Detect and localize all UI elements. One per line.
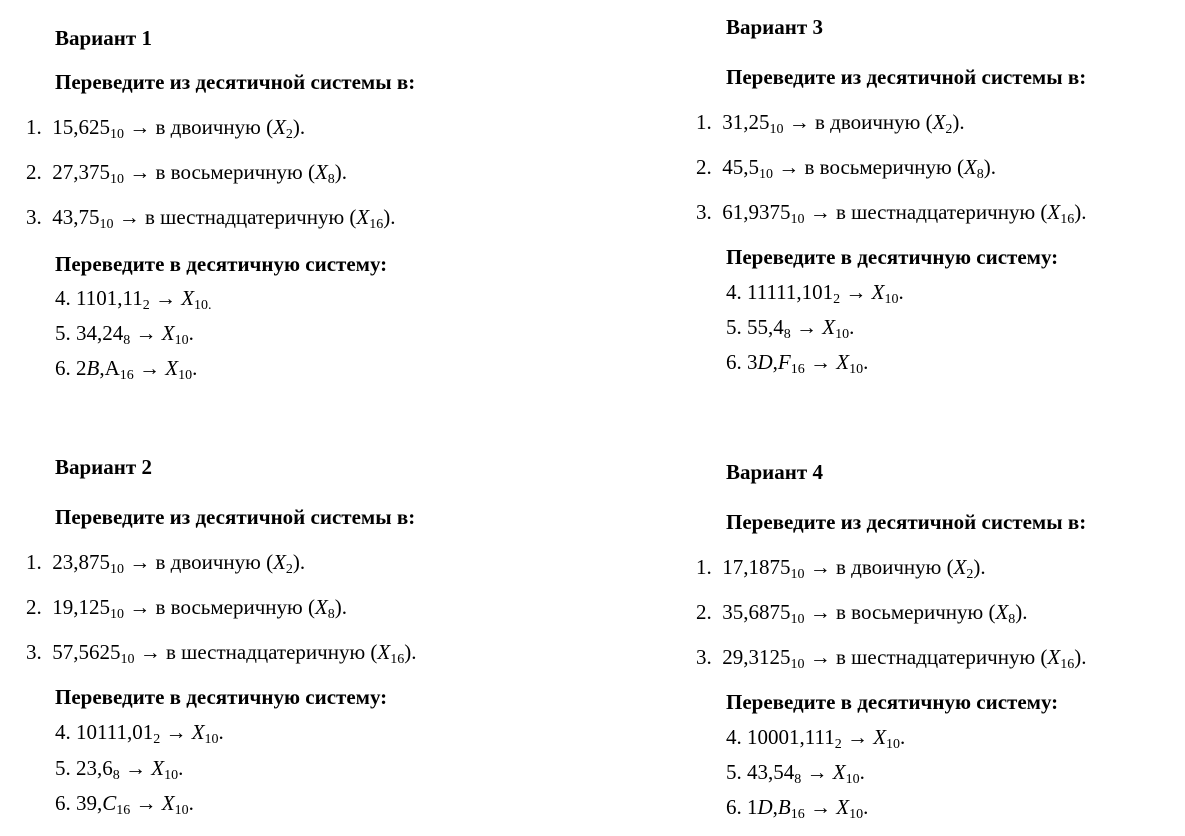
task-3: 3. $57,5625_{10} \to в$ шестнадцатеричную $(X_{16})$. bbox=[26, 640, 417, 667]
arrow-icon: → bbox=[809, 600, 831, 624]
variant-title: Вариант 3 bbox=[726, 15, 823, 39]
task-2: 2. $27,375_{10} \to в$ восьмеричную $(X_8)$. bbox=[26, 160, 348, 187]
arrow-icon: → bbox=[810, 350, 831, 374]
arrow-icon: → bbox=[129, 160, 151, 184]
task-6: 6. $39,C_{16} \to X_{10}$. bbox=[55, 791, 194, 818]
arrow-icon: → bbox=[809, 555, 831, 579]
task-3: 3. $61,9375_{10} \to в$ шестнадцатеричную $(X_{16})$. bbox=[696, 200, 1087, 227]
section-heading: Переведите в десятичную систему: bbox=[55, 685, 388, 709]
section-heading: Переведите из десятичной системы в: bbox=[55, 505, 416, 529]
variant-title: Вариант 2 bbox=[55, 455, 152, 479]
task-6: 6. $1D,B_{16} \to X_{10}$. bbox=[726, 795, 869, 822]
task-5: 5. $23,6_8 \to X_{10}$. bbox=[55, 756, 184, 783]
task-2: 2. $45,5_{10} \to в$ восьмеричную $(X_8)$. bbox=[696, 155, 997, 182]
section-heading: Переведите в десятичную систему: bbox=[726, 690, 1059, 714]
arrow-icon: → bbox=[154, 286, 176, 310]
task-4: 4. $11111,101_2 \to X_{10}$. bbox=[726, 280, 904, 307]
task-6: 6. $3D,F_{16} \to X_{10}$. bbox=[726, 350, 869, 377]
arrow-icon: → bbox=[845, 280, 867, 304]
arrow-icon: → bbox=[788, 110, 810, 134]
arrow-icon: → bbox=[129, 115, 151, 139]
task-1: 1. $31,25_{10} \to в$ двоичную $(X_2)$. bbox=[696, 110, 965, 137]
task-3: 3. $43,75_{10} \to в$ шестнадцатеричную $(X_{16})$. bbox=[26, 205, 396, 232]
task-5: 5. $43,54_8 \to X_{10}$. bbox=[726, 760, 865, 787]
arrow-icon: → bbox=[806, 760, 828, 784]
arrow-icon: → bbox=[796, 315, 817, 339]
arrow-icon: → bbox=[125, 756, 146, 780]
task-6: 6. $2B,A_{16} \to X_{10}$. bbox=[55, 356, 198, 383]
section-heading: Переведите из десятичной системы в: bbox=[55, 70, 416, 94]
arrow-icon: → bbox=[778, 155, 800, 179]
arrow-icon: → bbox=[809, 645, 831, 669]
section-heading: Переведите в десятичную систему: bbox=[55, 252, 388, 276]
task-2: 2. $19,125_{10} \to в$ восьмеричную $(X_8)$. bbox=[26, 595, 348, 622]
section-heading: Переведите в десятичную систему: bbox=[726, 245, 1059, 269]
task-1: 1. $15,625_{10} \to в$ двоичную $(X_2)$. bbox=[26, 115, 306, 142]
arrow-icon: → bbox=[118, 205, 140, 229]
task-2: 2. $35,6875_{10} \to в$ восьмеричную $(X_8)$. bbox=[696, 600, 1028, 627]
arrow-icon: → bbox=[135, 321, 157, 345]
section-heading: Переведите из десятичной системы в: bbox=[726, 510, 1087, 534]
task-4: 4. $10001,111_2 \to X_{10}$. bbox=[726, 725, 906, 752]
task-1: 1. $17,1875_{10} \to в$ двоичную $(X_2)$. bbox=[696, 555, 986, 582]
variant-title: Вариант 1 bbox=[55, 26, 152, 50]
task-3: 3. $29,3125_{10} \to в$ шестнадцатеричную $(X_{16})$. bbox=[696, 645, 1087, 672]
arrow-icon: → bbox=[810, 795, 831, 819]
task-5: 5. $34,24_8 \to X_{10}$. bbox=[55, 321, 194, 348]
arrow-icon: → bbox=[129, 550, 151, 574]
section-heading: Переведите из десятичной системы в: bbox=[726, 65, 1087, 89]
arrow-icon: → bbox=[129, 595, 151, 619]
arrow-icon: → bbox=[846, 725, 868, 749]
arrow-icon: → bbox=[139, 640, 161, 664]
arrow-icon: → bbox=[165, 720, 187, 744]
variant-title: Вариант 4 bbox=[726, 460, 823, 484]
arrow-icon: → bbox=[809, 200, 831, 224]
task-4: 4. $1101,11_2 \to X_{10.}$ bbox=[55, 286, 212, 313]
arrow-icon: → bbox=[135, 791, 157, 815]
task-1: 1. $23,875_{10} \to в$ двоичную $(X_2)$. bbox=[26, 550, 306, 577]
task-4: 4. $10111,01_2 \to X_{10}$. bbox=[55, 720, 224, 747]
task-5: 5. $55,4_8 \to X_{10}$. bbox=[726, 315, 855, 342]
arrow-icon: → bbox=[139, 356, 160, 380]
